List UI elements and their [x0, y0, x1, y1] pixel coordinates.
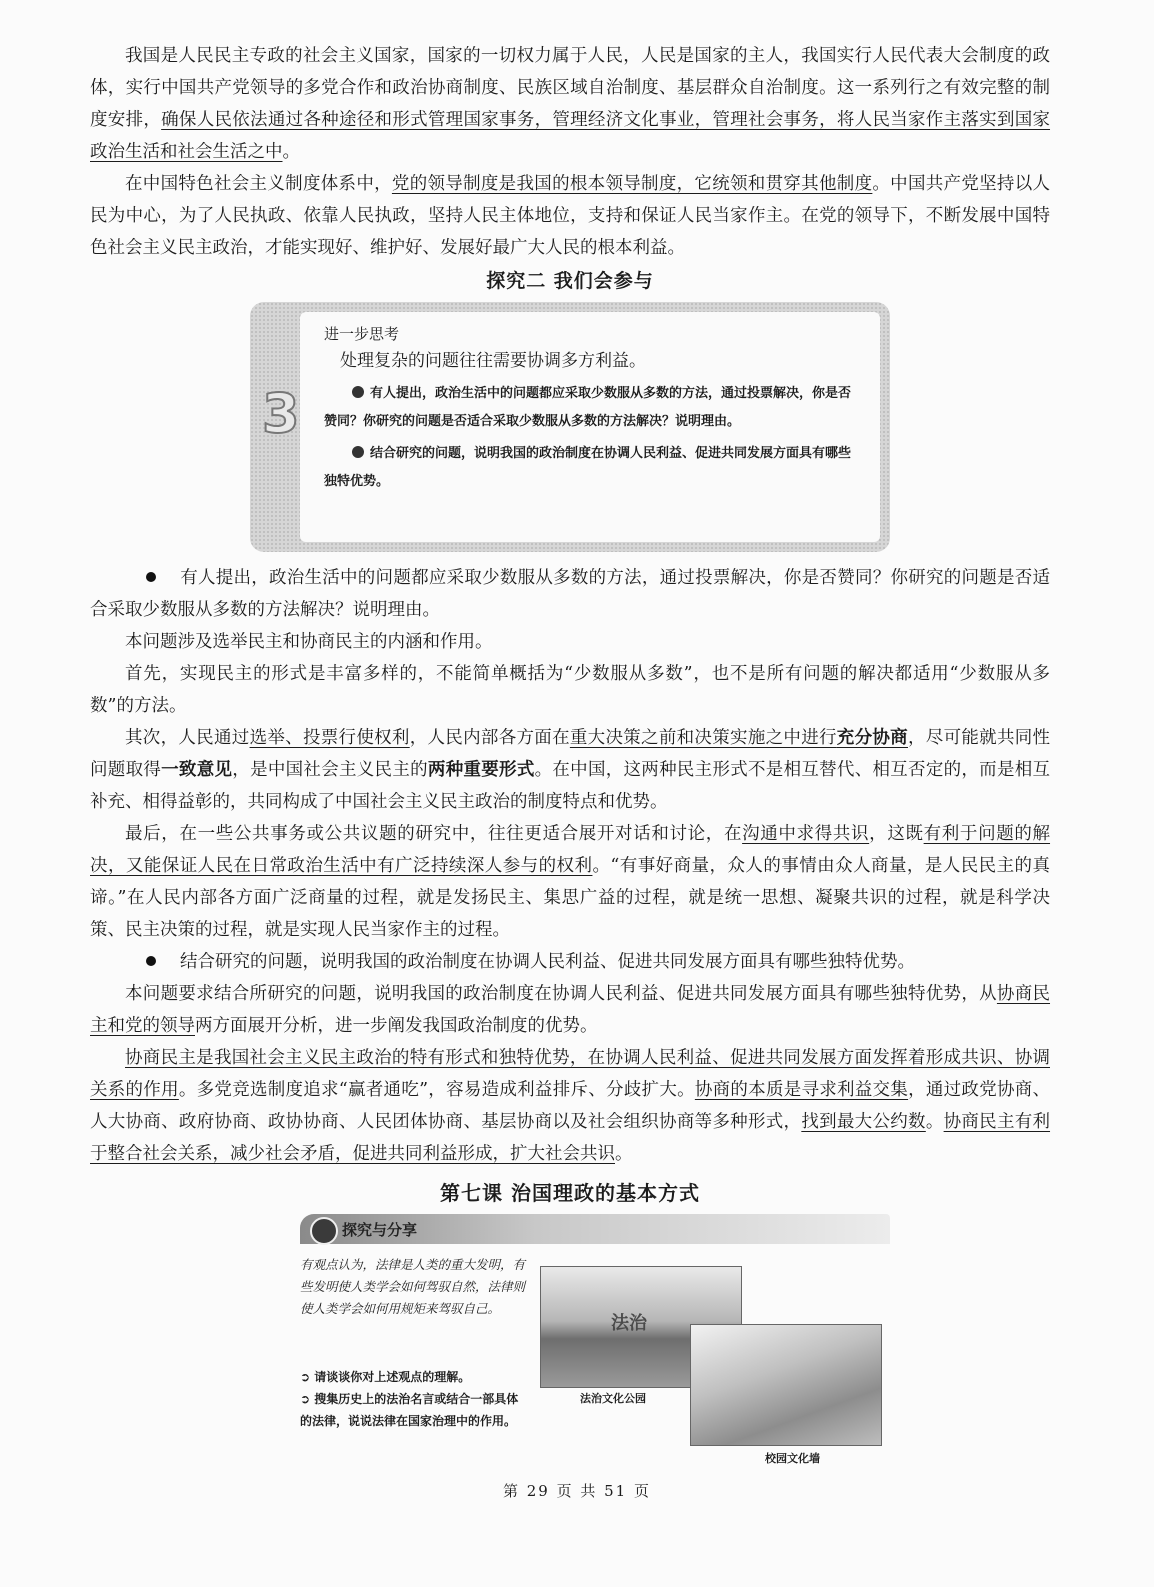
text: 最后，在一些公共事务或公共议题的研究中，往往更适合展开对话和讨论，在 — [125, 824, 743, 844]
underlined-text: 沟通中求得共识 — [742, 824, 870, 844]
text: 结合研究的问题，说明我国的政治制度在协调人民利益、促进共同发展方面具有哪些独特优势。 — [324, 446, 852, 489]
campus-culture-wall-photo — [690, 1324, 882, 1446]
arrow-bullet-icon — [352, 386, 364, 398]
photo-engraved-text: 法治 — [611, 1313, 647, 1334]
share-question-2 — [300, 1388, 530, 1432]
think-further-box — [250, 302, 890, 552]
text: 我国是人民民主专政的社会主义国家，国家的一切权力属于人民，人民是国家的主人，我国实行人民代表大会制度的政体，实行中国共产党领导的多党合作和政治协商制度、民族区域自治制度、基层群众自治制度。这一系列行之有效完整的制度安排， — [90, 46, 1050, 130]
box-subheading: 处理复杂的问题往往需要协调多方利益。 — [340, 351, 646, 371]
box-heading: 进一步思考 — [324, 325, 400, 343]
bold-text: 一致意见 — [161, 760, 233, 780]
underlined-text: 协商民主和党的领导 — [90, 984, 1051, 1036]
section-title: 探究二 我们会参与 — [486, 270, 654, 292]
question-2 — [90, 946, 1050, 978]
underlined-text: 找到最大公约数 — [801, 1112, 926, 1132]
text: 。 — [925, 1112, 944, 1132]
photo1-caption: 法治文化公园 — [580, 1392, 646, 1405]
box-question-1 — [324, 380, 856, 436]
box-number: 3 — [262, 382, 300, 445]
share-question-1 — [300, 1366, 530, 1388]
bold-text: 充分协商 — [836, 728, 908, 748]
text: 其次，人民通过 — [125, 728, 250, 748]
text: 两方面展开分析，进一步阐发我国政治制度的优势。 — [195, 1016, 598, 1036]
arrow-bullet-icon: ➲ — [300, 1392, 315, 1406]
text: ，是中国社会主义民主的 — [232, 760, 428, 780]
text: ，这既 — [869, 824, 924, 844]
underlined-text: 有利于问题的解决，又能保证人民在日常政治生活中有广泛持续深人参与的权利 — [90, 824, 1051, 876]
bullet-icon — [146, 572, 156, 582]
underlined-text: 党的领导制度是我国的根本领导制度，它统领和贯穿其他制度 — [391, 174, 873, 194]
explore-share-section — [300, 1214, 890, 1464]
text: 请谈谈你对上述观点的理解。 — [314, 1370, 471, 1384]
share-icon — [310, 1217, 338, 1245]
text: ，通过政党协商、人大协商、政府协商、政协协商、人民团体协商、基层协商以及社会组织协商等多种形式， — [90, 1080, 1051, 1132]
page-footer: 第 29 页 共 51 页 — [502, 1482, 651, 1500]
answer-intro: 本问题涉及选举民主和协商民主的内涵和作用。 — [125, 632, 493, 652]
underlined-text: 重大决策之前和决策实施之中进行 — [569, 728, 837, 748]
text: 结合研究的问题，说明我国的政治制度在协调人民利益、促进共同发展方面具有哪些独特优势。 — [180, 952, 915, 972]
share-header — [300, 1214, 890, 1244]
bold-text: 两种重要形式 — [427, 760, 535, 780]
text: ，人民内部各方面在 — [409, 728, 570, 748]
underlined-text: 协商民主是我国社会主义民主政治的特有形式和独特优势，在协调人民利益、促进共同发展方面发挥着形成共识、协调关系的作用 — [90, 1048, 1050, 1100]
text: 本问题要求结合所研究的问题，说明我国的政治制度在协调人民利益、促进共同发展方面具有哪些独特优势，从 — [125, 984, 997, 1004]
text: ，尽可能就共同性问题取得 — [90, 728, 1051, 780]
text: 。 — [615, 1144, 633, 1164]
question-1 — [90, 562, 1050, 626]
intro-paragraph-2 — [90, 168, 1050, 264]
intro-paragraph-1 — [90, 40, 1050, 168]
answer2-paragraph-2 — [90, 1042, 1050, 1170]
share-questions — [300, 1366, 530, 1432]
photo2-caption: 校园文化墙 — [765, 1452, 820, 1465]
arrow-bullet-icon — [352, 446, 364, 458]
lesson-title: 第七课 治国理政的基本方式 — [440, 1181, 700, 1205]
answer-first: 首先，实现民主的形式是丰富多样的，不能简单概括为“少数服从多数”，也不是所有问题的解决都适用“少数服从多数”的方法。 — [90, 664, 1050, 716]
box-content — [300, 312, 880, 542]
text: 。在中国，这两种民主形式不是相互替代、相互否定的，而是相互补充、相得益彰的，共同构成了中国社会主义民主政治的制度特点和优势。 — [90, 760, 1051, 812]
underlined-text: 协商的本质是寻求利益交集 — [694, 1080, 909, 1100]
share-title: 探究与分享 — [342, 1221, 418, 1239]
document-page — [90, 40, 1050, 1464]
text: 有人提出，政治生活中的问题都应采取少数服从多数的方法，通过投票解决，你是否赞同？你研究的问题是否适合采取少数服从多数的方法解决？说明理由。 — [324, 386, 852, 429]
text: 在中国特色社会主义制度体系中， — [125, 174, 392, 194]
text: 。多党竞选制度追求“赢者通吃”，容易造成利益排斥、分歧扩大。 — [178, 1080, 695, 1100]
text: 有人提出，政治生活中的问题都应采取少数服从多数的方法，通过投票解决，你是否赞同？你研究的问题是否适合采取少数服从多数的方法解决？说明理由。 — [90, 568, 1050, 620]
answer2-paragraph-1 — [90, 978, 1050, 1042]
arrow-bullet-icon: ➲ — [300, 1370, 315, 1384]
share-text: 有观点认为，法律是人类的重大发明，有些发明使人类学会如何驾驭自然，法律则使人类学会如何用规矩来驾驭自己。 — [300, 1257, 526, 1316]
text: 。“有事好商量，众人的事情由众人商量，是人民民主的真谛。”在人民内部各方面广泛商量的过程，就是发扬民主、集思广益的过程，就是统一思想、凝聚共识的过程，就是科学决策、民主决策的过程，就是实现人民当家作主的过程。 — [90, 856, 1051, 940]
text: 搜集历史上的法治名言或结合一部具体的法律，说说法律在国家治理中的作用。 — [300, 1392, 519, 1428]
underlined-text: 协商民主有利于整合社会关系，减少社会矛盾，促进共同利益形成，扩大社会共识 — [90, 1112, 1051, 1164]
underlined-text: 确保人民依法通过各种途径和形式管理国家事务，管理经济文化事业，管理社会事务，将人民当家作主落实到国家政治生活和社会生活之中 — [90, 110, 1051, 162]
answer-last — [90, 818, 1050, 946]
underlined-text: 选举、投票行使权利 — [249, 728, 410, 748]
answer-second — [90, 722, 1050, 818]
bullet-icon — [146, 956, 156, 966]
box-question-2 — [324, 440, 856, 496]
text: 。 — [282, 142, 300, 162]
text: 。中国共产党坚持以人民为中心，为了人民执政、依靠人民执政，坚持人民主体地位，支持和保证人民当家作主。在党的领导下，不断发展中国特色社会主义民主政治，才能实现好、维护好、发展好最广大人民的根本利益。 — [90, 174, 1051, 258]
